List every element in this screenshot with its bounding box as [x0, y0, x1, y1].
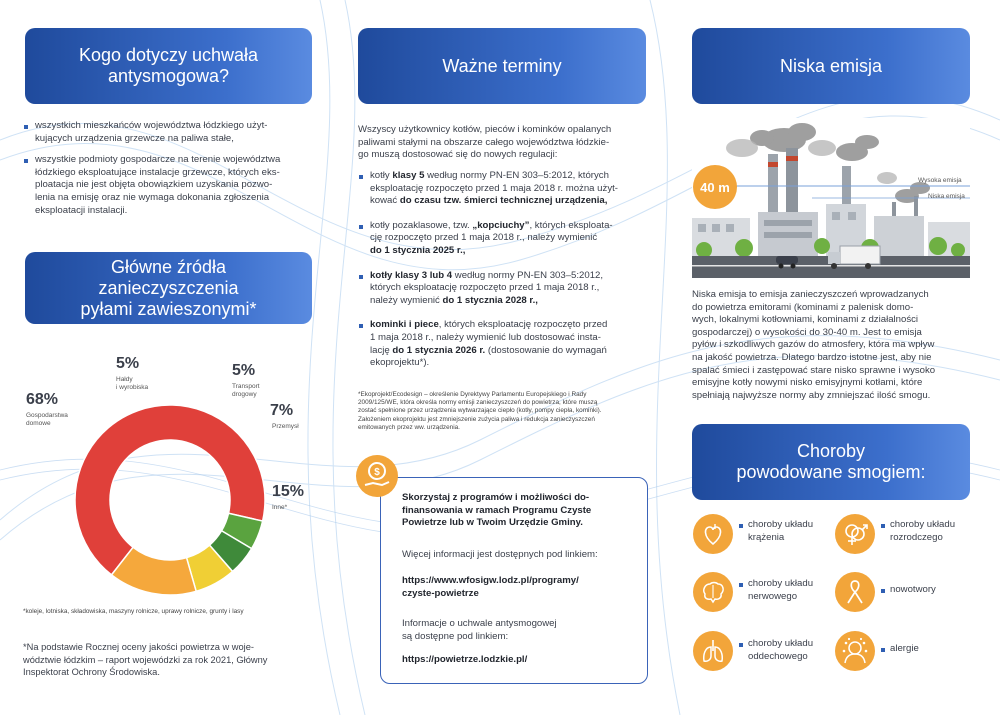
pct-label-industry: 7% — [270, 402, 294, 419]
pct-label-heaps: 5% — [116, 355, 140, 372]
source-note: *Na podstawie Rocznej oceny jakości powietrza w woje- wództwie łódzkim – raport wojewódzki za rok 2021, Główny Inspektorat Ochrony Środowiska. — [23, 642, 268, 678]
label-transport: Transport drogowy — [232, 383, 260, 398]
label-other: Inne* — [272, 504, 288, 511]
label-heaps: Hałdy i wyrobiska — [116, 376, 149, 391]
heart-icon — [693, 514, 733, 554]
term-item: kotły klasy 5 według normy PN-EN 303–5:2012, których eksploatację rozpoczęto przed 1 maja 2018 r. można użyt- kować do czasu tzw. śmierci technicznej urządzenia, — [358, 170, 658, 208]
disease-cancer: nowotwory — [890, 584, 936, 595]
height-badge: 40 m — [693, 165, 737, 209]
ecodesign-note: *Ekoprojekt/Ecodesign – określenie Dyrektywy Parlamentu Europejskiego i Rady 2009/125/WE, która określa normy emisji zanieczyszczeń do powietrza, które muszą zostać spełnione przez urządzenia wytwarzające ciepło (kotły, pompy ciepła, kominki). Założeniem ekoprojektu jest zmniejszenie zużycia paliwa i redukcja zanieczyszczeń emitowanych przez ww. urządzenia. — [358, 391, 602, 431]
coin-hand-icon — [356, 455, 398, 497]
resolution-info: Informacje o uchwale antysmogowej są dostępne pod linkiem: — [402, 618, 557, 642]
who-item: wszystkie podmioty gospodarcze na terenie województwa łódzkiego eksploatujące instalacje grzewcze, których eks- ploatacja nie jest objęta obowiązkiem uzyskania pozwo- lenia na emisję oraz nie wymaga dokonania zgłoszenia eksploatacji instalacji. — [23, 154, 323, 217]
low-emission-label: Niska emisja — [928, 193, 965, 200]
sources-header: Główne źródła zanieczyszczenia pyłami zawieszonymi* — [25, 252, 312, 324]
term-item: kotły klasy 3 lub 4 według normy PN-EN 303–5:2012, których eksploatację rozpoczęto przed 1 maja 2018 r., należy wymienić do 1 stycznia 2028 r., — [358, 270, 658, 308]
label-households: Gospodarstwa domowe — [26, 412, 68, 427]
who-header: Kogo dotyczy uchwała antysmogowa? — [25, 28, 312, 104]
pct-label-other: 15% — [272, 483, 305, 500]
pct-label-transport: 5% — [232, 362, 256, 379]
other-footnote: *koleje, lotniska, składowiska, maszyny rolnicze, uprawy rolnicze, grunty i lasy — [23, 608, 244, 615]
who-item: wszystkich mieszkańców województwa łódzkiego użyt- kujących urządzenia grzewcze na paliwa stałe, — [23, 120, 323, 145]
disease-respiratory: choroby układu oddechowego — [748, 638, 814, 662]
ribbon-icon — [835, 572, 875, 612]
brain-icon — [693, 572, 733, 612]
low-emission-header: Niska emisja — [692, 28, 970, 104]
disease-nervous: choroby układu nerwowego — [748, 578, 814, 602]
allergy-icon — [835, 631, 875, 671]
donut-chart — [70, 400, 270, 600]
disease-reproductive: choroby układu rozrodczego — [890, 519, 956, 543]
diseases-header: Choroby powodowane smogiem: — [692, 424, 970, 500]
disease-circulatory: choroby układu krążenia — [748, 519, 814, 543]
gender-icon — [835, 514, 875, 554]
powietrze-link[interactable]: https://powietrze.lodzkie.pl/ — [402, 654, 528, 665]
low-emission-text: Niska emisja to emisja zanieczyszczeń wprowadzanych do powietrza emitorami (kominami z palenisk domo- wych, lokalnymi kotłowniami, kominami z działalności gospodarczej) o wysokości do 30-40 m. Jest to emisja pyłów i szkodliwych gazów do atmosfery, która ma wpływ na jakość powietrza. Dlatego bardzo istotne jest, aby nie spalać śmieci i zastępować stare nisko sprawne i wysoko emisyjne kotły nowymi nisko emisyjnymi kotłami, które spełniają najwyższe normy aby zmniejszać ilość smogu. — [692, 289, 936, 401]
pct-label-households: 68% — [26, 391, 59, 408]
funding-lead: Skorzystaj z programów i możliwości do- finansowania w ramach Programu Czyste Powietrze lub w Twoim Urzędzie Gminy. — [402, 492, 592, 529]
high-emission-label: Wysoka emisja — [918, 177, 962, 184]
term-item: kominki i piece, których eksploatację rozpoczęto przed 1 maja 2018 r., należy wymienić lub dostosować insta- lację do 1 stycznia 2026 r. (dostosowanie do wymagań ekoprojektu*). — [358, 319, 658, 369]
terms-intro: Wszyscy użytkownicy kotłów, pieców i kominków opalanych paliwami stałymi na obszarze całego województwa łódzkie- go muszą dostosować się do nowych regulacji: — [358, 124, 612, 161]
terms-list — [358, 170, 658, 382]
label-industry: Przemysł — [272, 423, 299, 430]
who-list — [23, 120, 323, 226]
term-item: kotły pozaklasowe, tzw. „kopciuchy”, których eksploata- cję rozpoczęto przed 1 maja 2018 r., należy wymienić do 1 stycznia 2025 r., — [358, 220, 658, 258]
wfosigw-link[interactable]: https://www.wfosigw.lodz.pl/programy/ czyste-powietrze — [402, 575, 579, 599]
funding-more: Więcej informacji jest dostępnych pod linkiem: — [402, 549, 598, 560]
terms-header: Ważne terminy — [358, 28, 646, 104]
svg-text:$: $ — [374, 467, 380, 478]
disease-allergies: alergie — [890, 643, 919, 654]
lungs-icon — [693, 631, 733, 671]
